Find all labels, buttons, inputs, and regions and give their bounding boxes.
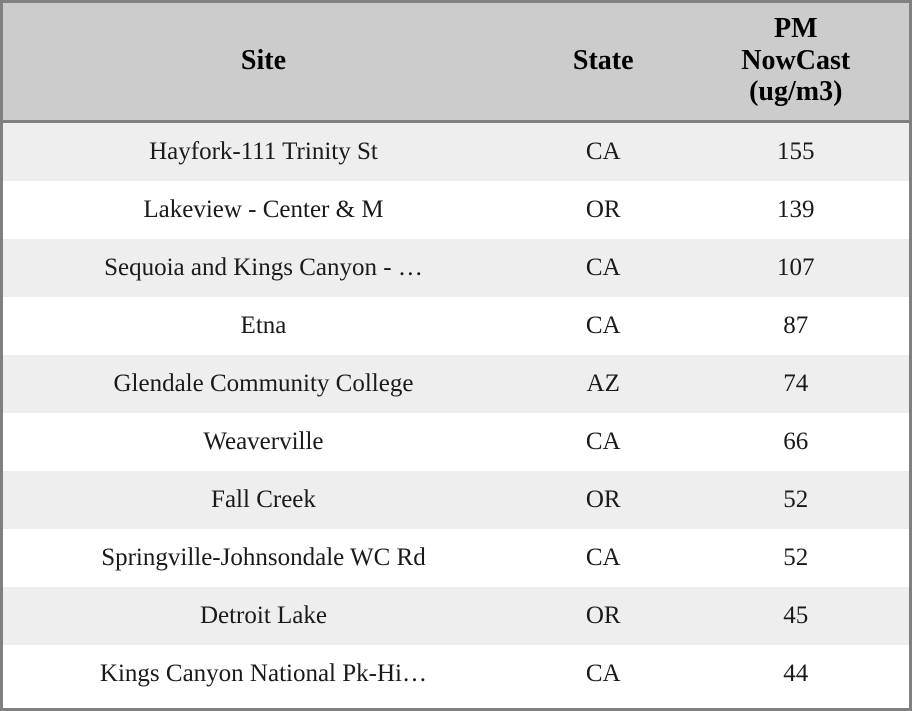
cell-pm-nowcast: 139 <box>682 181 909 239</box>
cell-pm-nowcast: 52 <box>682 529 909 587</box>
table-row <box>3 587 909 645</box>
cell-site: Lakeview - Center & M <box>3 181 524 239</box>
cell-site: Fall Creek <box>3 471 524 529</box>
cell-site: Glendale Community College <box>3 355 524 413</box>
cell-site: Weaverville <box>3 413 524 471</box>
table-row <box>3 297 909 355</box>
cell-site: Hayfork-111 Trinity St <box>3 121 524 181</box>
cell-state: OR <box>524 471 683 529</box>
cell-state: CA <box>524 239 683 297</box>
column-header-state: State <box>524 3 683 121</box>
cell-site: Etna <box>3 297 524 355</box>
cell-state: OR <box>524 181 683 239</box>
cell-pm-nowcast: 44 <box>682 645 909 703</box>
column-header-pm-nowcast <box>682 3 909 121</box>
column-header-pm-nowcast-line2: NowCast <box>741 44 851 76</box>
air-quality-table <box>3 3 909 703</box>
column-header-site: Site <box>3 3 524 121</box>
cell-pm-nowcast: 74 <box>682 355 909 413</box>
cell-pm-nowcast: 107 <box>682 239 909 297</box>
table-row <box>3 181 909 239</box>
column-header-pm-nowcast-line3: (ug/m3) <box>749 75 843 107</box>
cell-state: OR <box>524 587 683 645</box>
table-header <box>3 3 909 121</box>
cell-pm-nowcast: 66 <box>682 413 909 471</box>
table-row <box>3 529 909 587</box>
cell-state: CA <box>524 297 683 355</box>
cell-state: CA <box>524 413 683 471</box>
table-row <box>3 121 909 181</box>
cell-site: Springville-Johnsondale WC Rd <box>3 529 524 587</box>
cell-state: CA <box>524 645 683 703</box>
table-row <box>3 645 909 703</box>
table-row <box>3 239 909 297</box>
cell-state: AZ <box>524 355 683 413</box>
table-header-row <box>3 3 909 121</box>
column-header-pm-nowcast-line1: PM <box>773 13 818 45</box>
cell-site: Sequoia and Kings Canyon - … <box>3 239 524 297</box>
cell-pm-nowcast: 87 <box>682 297 909 355</box>
cell-pm-nowcast: 45 <box>682 587 909 645</box>
cell-pm-nowcast: 155 <box>682 121 909 181</box>
cell-state: CA <box>524 121 683 181</box>
table-body <box>3 121 909 703</box>
table-row <box>3 471 909 529</box>
cell-site: Detroit Lake <box>3 587 524 645</box>
cell-pm-nowcast: 52 <box>682 471 909 529</box>
table-row <box>3 413 909 471</box>
cell-site: Kings Canyon National Pk-Hi… <box>3 645 524 703</box>
table-row <box>3 355 909 413</box>
cell-state: CA <box>524 529 683 587</box>
